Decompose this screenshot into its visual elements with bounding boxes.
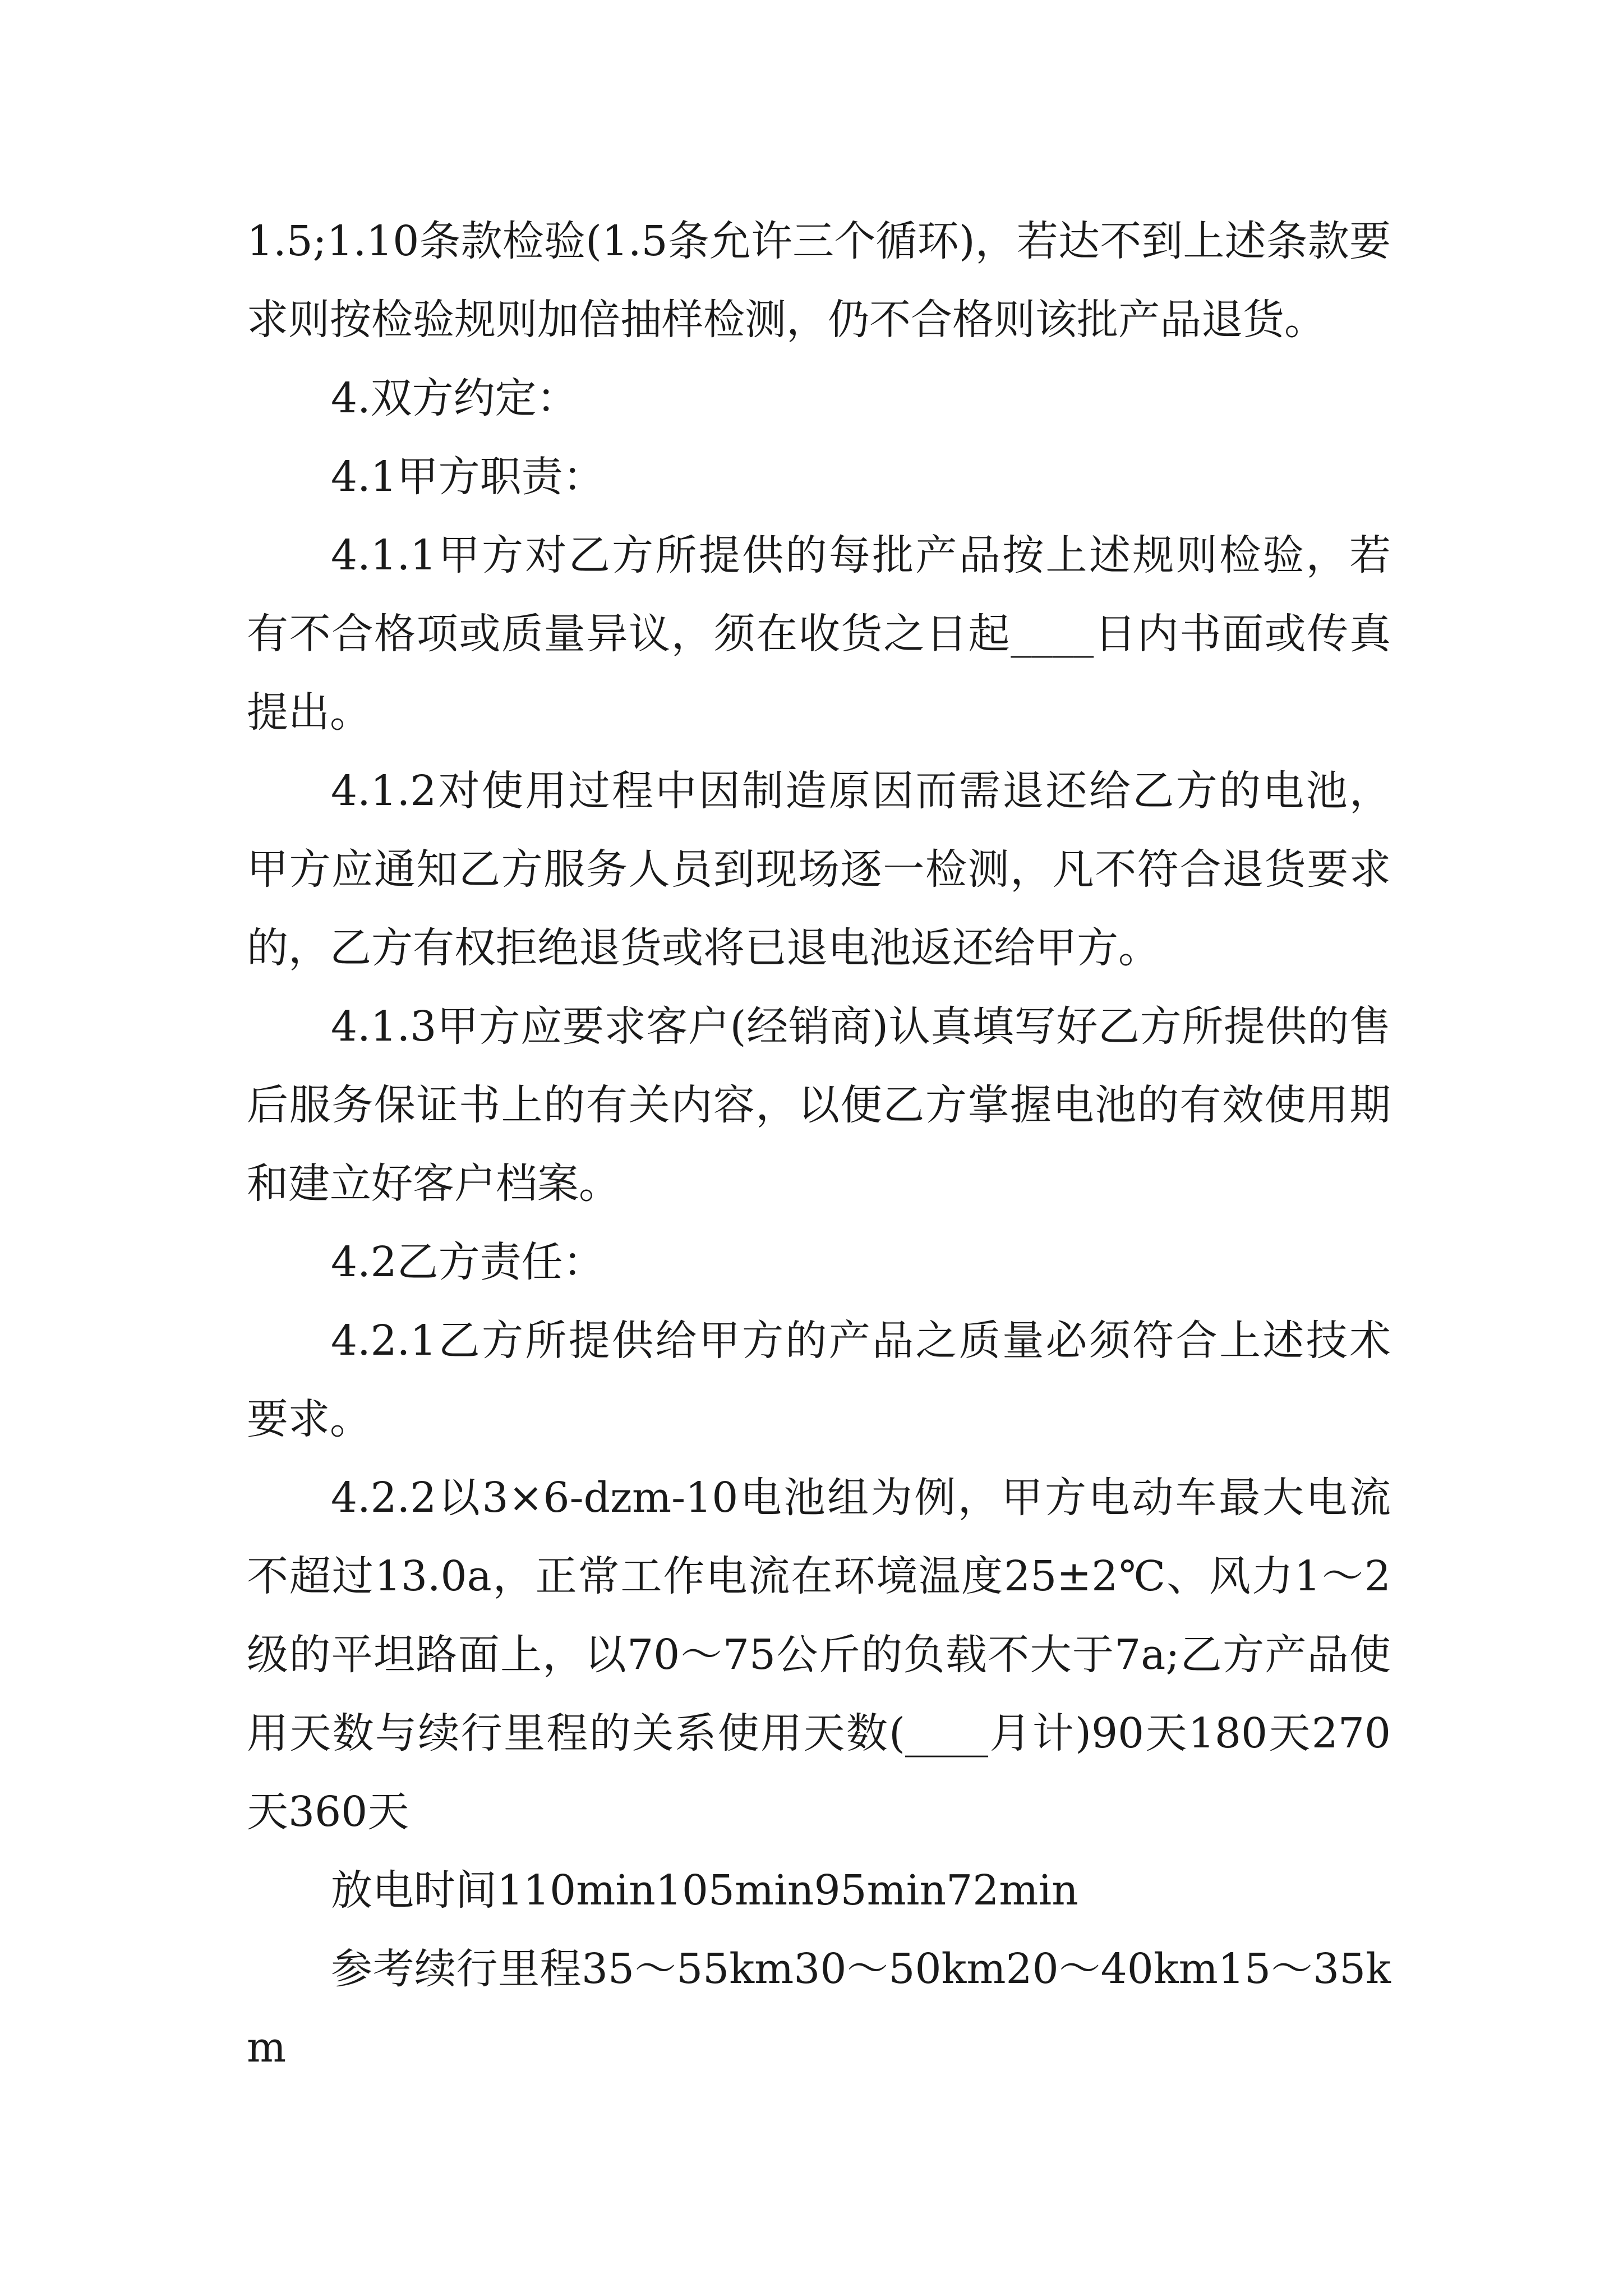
paragraph-inspection-clause: 1.5;1.10条款检验(1.5条允许三个循环)，若达不到上述条款要求则按检验规则加倍抽样检测，仍不合格则该批产品退货。 — [247, 217, 1391, 344]
paragraph-4-1-1: 4.1.1甲方对乙方所提供的每批产品按上述规则检验，若有不合格项或质量异议，须在收货之日起____日内书面或传真提出。 — [247, 531, 1391, 737]
document-body — [247, 202, 1391, 2087]
paragraph-reference-range: 参考续行里程35～55km30～50km20～40km15～35km — [247, 1945, 1391, 2072]
paragraph-discharge-time: 放电时间110min105min95min72min — [331, 1866, 1078, 1915]
heading-party-b-duties: 4.2乙方责任： — [331, 1238, 605, 1286]
paragraph-4-2-1: 4.2.1乙方所提供给甲方的产品之质量必须符合上述技术要求。 — [247, 1317, 1391, 1443]
paragraph-4-1-3: 4.1.3甲方应要求客户(经销商)认真填写好乙方所提供的售后服务保证书上的有关内容，以便乙方掌握电池的有效使用期和建立好客户档案。 — [247, 1002, 1391, 1208]
heading-mutual-agreement: 4.双方约定： — [331, 374, 578, 422]
paragraph-4-2-2: 4.2.2以3×6-dzm-10电池组为例，甲方电动车最大电流不超过13.0a，正常工作电流在环境温度25±2℃、风力1～2级的平坦路面上，以70～75公斤的负载不大于7a;乙方产品使用天数与续行里程的关系使用天数(____月计)90天180天270天360天 — [247, 1474, 1391, 1836]
heading-party-a-duties: 4.1甲方职责： — [331, 453, 605, 501]
paragraph-4-1-2: 4.1.2对使用过程中因制造原因而需退还给乙方的电池，甲方应通知乙方服务人员到现场逐一检测，凡不符合退货要求的，乙方有权拒绝退货或将已退电池返还给甲方。 — [247, 767, 1391, 972]
